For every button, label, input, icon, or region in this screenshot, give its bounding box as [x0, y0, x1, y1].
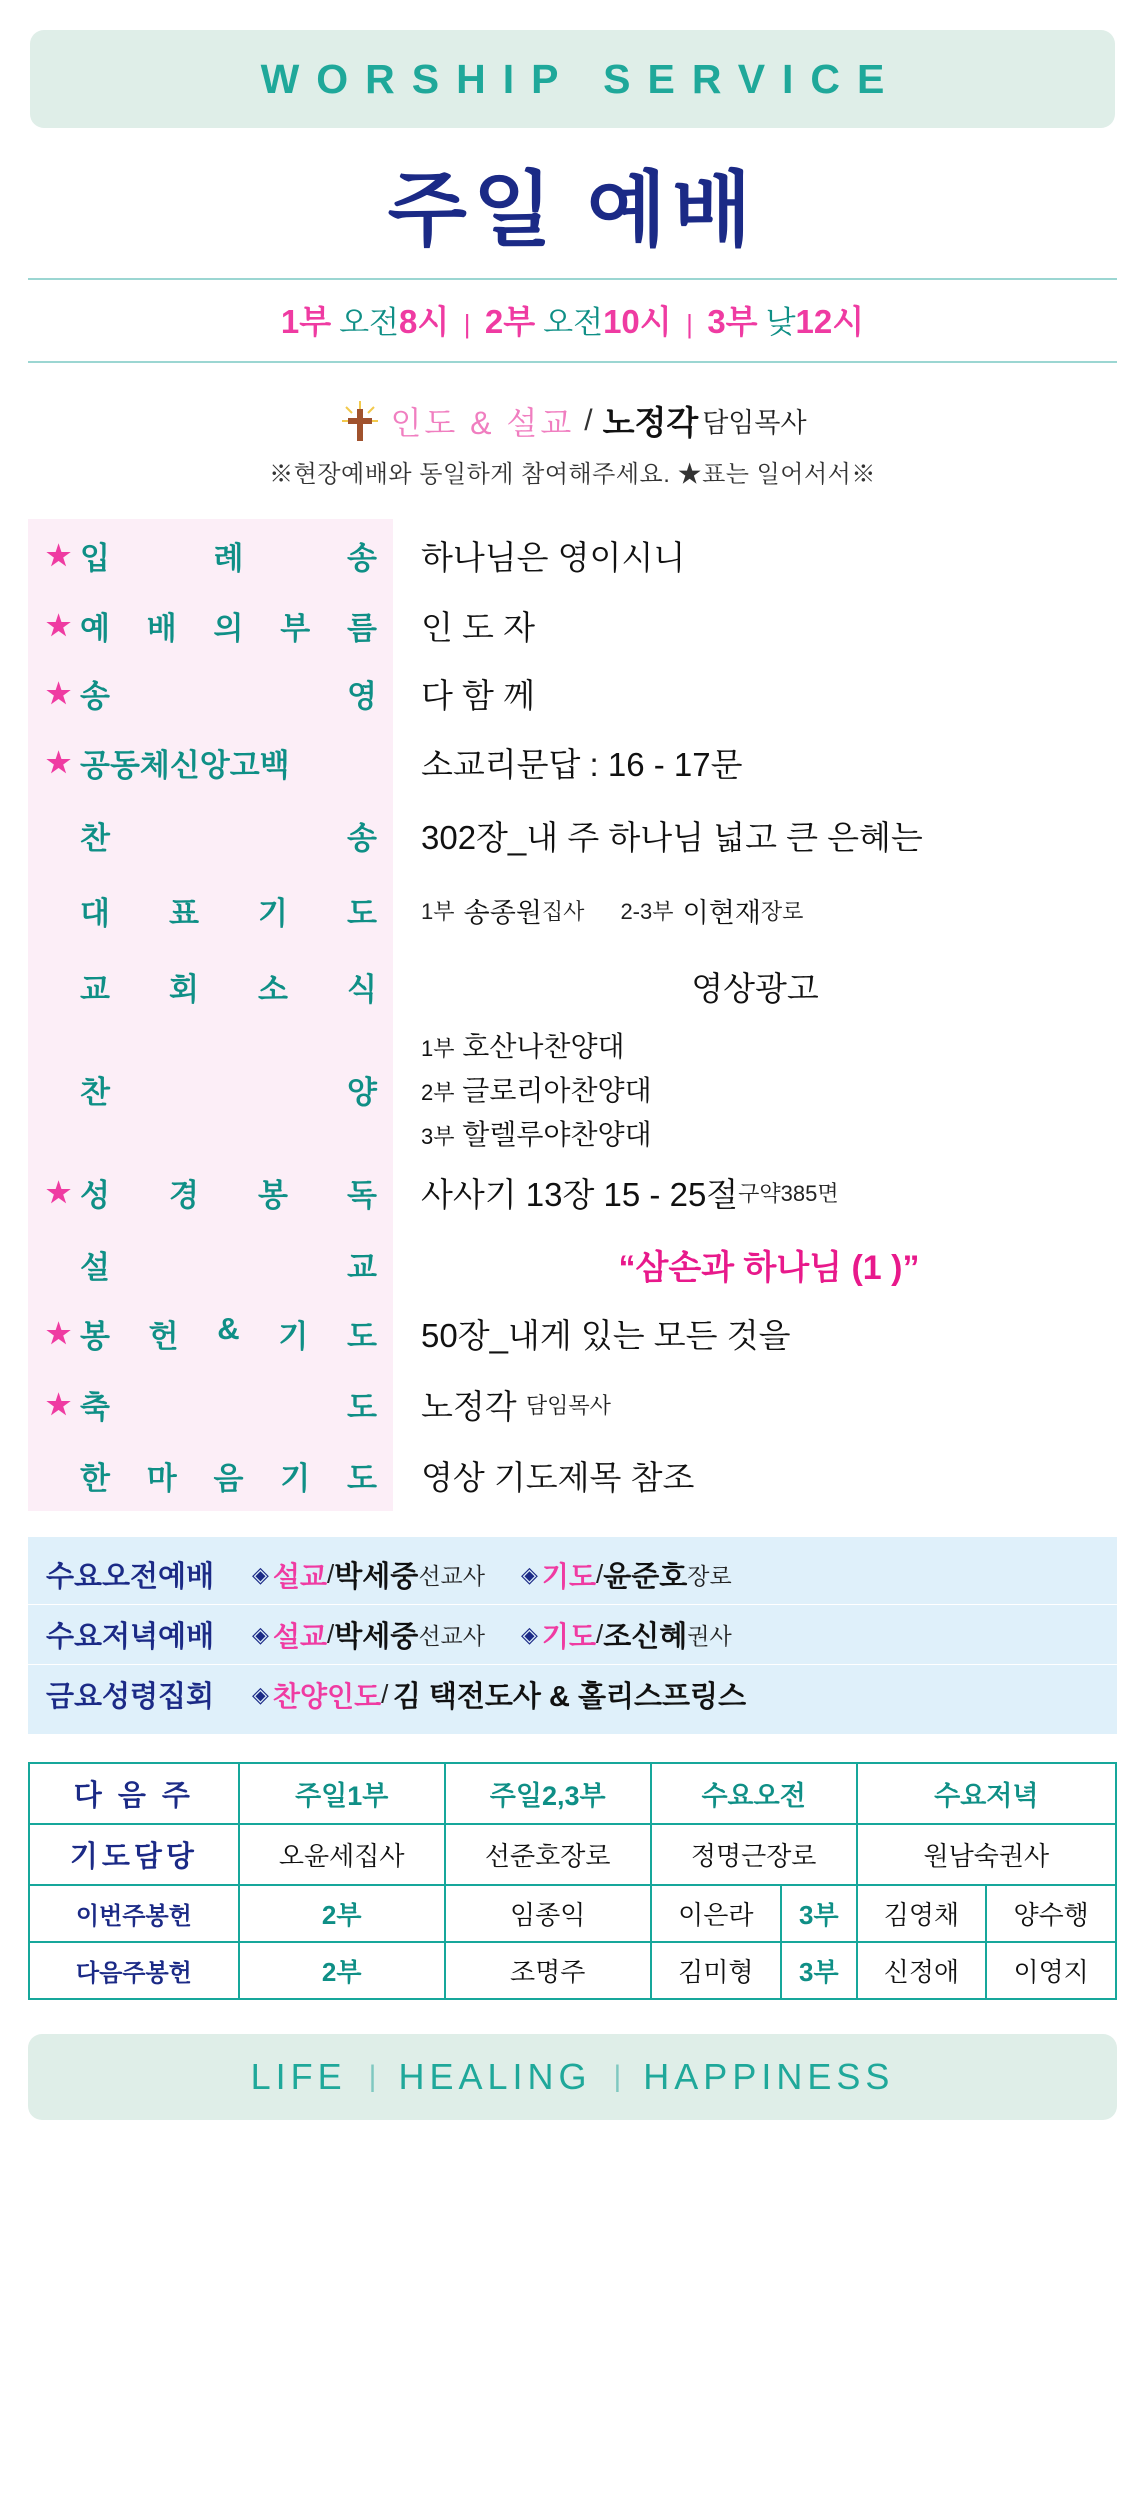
weekday-row-1: 수요저녁예배 ◈ 설교 / 박세중 선교사 ◈ 기도 / 조신혜 권사	[28, 1605, 1117, 1665]
preacher-name: 노정각	[602, 404, 699, 441]
order-label-2: ★ 송 영	[46, 677, 377, 714]
order-value-3: 소교리문답 : 16 - 17문	[421, 745, 743, 783]
order-label-1: ★ 예 배 의 부 름	[46, 609, 377, 646]
order-label-4: 찬 송	[28, 797, 393, 873]
service-time-2-part: 2부	[484, 303, 536, 340]
order-label-3: ★ 공동체신앙고백	[46, 746, 290, 783]
participation-note: ※현장예배와 동일하게 참여해주세요. ★표는 일어서서※	[269, 461, 876, 488]
offering-this-a1: 임종익	[445, 1885, 651, 1942]
row-label-offering-next-week: 다음주봉헌	[29, 1942, 239, 1999]
star-icon-8: ★	[46, 1176, 72, 1208]
footer-item-life: LIFE	[250, 2056, 347, 2097]
prayer-1-role: 집사	[541, 898, 585, 924]
offering-next-a1: 조명주	[445, 1942, 651, 1999]
scripture-page: 구약385면	[738, 1180, 839, 1206]
table-row	[29, 1942, 1116, 1999]
service-time-1-num: 8시	[399, 303, 450, 340]
table-col-3: 수요저녁	[857, 1763, 1116, 1824]
table-row	[29, 1885, 1116, 1942]
offering-this-part-a: 2부	[239, 1885, 445, 1942]
preacher-slash: /	[584, 403, 593, 437]
choir-list	[421, 1025, 652, 1153]
star-placeholder-12	[46, 1459, 80, 1492]
scripture-text: 사사기 13장 15 - 25절	[421, 1175, 739, 1213]
weekday-name-1: 수요저녁예배	[46, 1621, 215, 1653]
worship-bulletin-page	[0, 30, 1145, 2510]
prayer-2-part: 2-3부	[620, 898, 674, 924]
choir-line-1: 1부 호산나찬양대	[421, 1031, 625, 1062]
star-placeholder-9	[46, 1248, 80, 1281]
service-time-3-part: 3부	[707, 303, 758, 340]
order-value-5	[393, 873, 1117, 947]
offering-next-b2: 이영지	[986, 1942, 1116, 1999]
service-time-3	[707, 303, 865, 340]
choir-line-2: 2부 글로리아찬양대	[421, 1075, 652, 1106]
footer-separator-2: |	[613, 2060, 622, 2093]
order-value-0: 하나님은 영이시니	[421, 538, 686, 576]
cell-prayer-2: 정명근장로	[651, 1824, 857, 1885]
order-label-5: 대 표 기 도	[28, 873, 393, 947]
order-value-6: 영상광고	[691, 969, 819, 1007]
star-placeholder-7	[46, 1073, 80, 1106]
cell-prayer-0: 오윤세집사	[239, 1824, 445, 1885]
service-time-1	[280, 303, 454, 340]
table-row	[29, 1824, 1116, 1885]
order-label-9: 설 교	[28, 1231, 393, 1297]
star-placeholder-6	[46, 970, 80, 1003]
offering-this-a2: 이은라	[651, 1885, 781, 1942]
service-time-3-label: 낮	[765, 305, 796, 340]
banner-title: WORSHIP SERVICE	[260, 55, 902, 102]
service-time-1-label: 오전	[339, 305, 400, 340]
table-col-0: 주일1부	[239, 1763, 445, 1824]
page-title: 주일 예배	[387, 165, 758, 256]
star-icon-1: ★	[46, 609, 72, 641]
table-header-row	[29, 1763, 1116, 1824]
order-label-12: 한 마 음 기 도	[28, 1439, 393, 1511]
service-time-1-part: 1부	[280, 303, 332, 340]
weekday-row-0: 수요오전예배 ◈ 설교 / 박세중 선교사 ◈ 기도 / 윤준호 장로	[28, 1545, 1117, 1605]
order-value-4: 302장_내 주 하나님 넓고 큰 은혜는	[421, 818, 923, 856]
offering-next-b1: 신정애	[857, 1942, 987, 1999]
diamond-icon-2a: ◈	[252, 1681, 269, 1707]
preacher-label: 인도 & 설교	[390, 404, 575, 441]
offering-this-b2: 양수행	[986, 1885, 1116, 1942]
order-value-10: 50장_내게 있는 모든 것을	[421, 1316, 791, 1354]
order-label-8: ★ 성 경 봉 독	[46, 1176, 377, 1213]
order-of-worship	[28, 519, 1117, 1511]
cross-icon	[338, 399, 382, 443]
offering-next-a2: 김미형	[651, 1942, 781, 1999]
offering-next-part-b: 3부	[781, 1942, 857, 1999]
diamond-icon-1a: ◈	[252, 1621, 269, 1647]
table-col-1: 주일2,3부	[445, 1763, 651, 1824]
service-time-2-num: 10시	[603, 303, 672, 340]
diamond-icon-1b: ◈	[520, 1621, 538, 1647]
footer-banner	[28, 2034, 1117, 2120]
weekday-services	[28, 1537, 1117, 1734]
row-label-offering-this-week: 이번주봉헌	[29, 1885, 239, 1942]
duty-table	[28, 1762, 1117, 2000]
order-label-6: 교 회 소 식	[28, 947, 393, 1025]
sermon-title: “삼손과 하나님 (1 )”	[618, 1248, 920, 1287]
star-icon-10: ★	[46, 1317, 72, 1349]
offering-this-part-b: 3부	[781, 1885, 857, 1942]
order-labels-column	[28, 519, 393, 1511]
star-icon-0: ★	[46, 539, 72, 571]
worship-service-banner	[30, 30, 1115, 128]
star-placeholder-4	[46, 819, 80, 852]
service-times	[28, 278, 1117, 363]
choir-line-3: 3부 할렐루야찬양대	[421, 1119, 652, 1150]
benediction-name: 노정각	[421, 1387, 517, 1425]
table-col-2: 수요오전	[651, 1763, 857, 1824]
service-time-3-num: 12시	[795, 303, 865, 340]
order-value-12: 영상 기도제목 참조	[421, 1458, 695, 1496]
weekday-name-2: 금요성령집회	[46, 1681, 215, 1713]
prayer-2-role: 장로	[760, 898, 804, 924]
service-time-2	[484, 303, 676, 340]
star-placeholder-5	[46, 894, 80, 927]
order-value-8	[393, 1153, 1117, 1231]
footer-item-happiness: HAPPINESS	[643, 2056, 895, 2097]
prayer-1-part: 1부	[421, 898, 455, 924]
benediction-role: 담임목사	[525, 1392, 611, 1418]
preacher-role: 담임목사	[702, 408, 807, 438]
order-label-10: ★ 봉 헌 & 기 도	[46, 1310, 377, 1354]
prayer-2-name: 이현재	[682, 897, 761, 928]
footer-separator-1: |	[368, 2060, 377, 2093]
order-values-column	[393, 519, 1117, 1511]
weekday-row-2: 금요성령집회 ◈ 찬양인도 / 김 택전도사 & 홀리스프링스	[28, 1665, 1117, 1724]
order-label-7: 찬 양	[28, 1025, 393, 1153]
time-separator-2: |	[686, 309, 693, 339]
order-value-7	[393, 1025, 1117, 1153]
preacher-row	[0, 397, 1145, 444]
order-value-11	[393, 1369, 1117, 1439]
order-label-0: ★ 입 례 송	[46, 539, 377, 576]
order-value-9	[393, 1231, 1117, 1297]
cell-prayer-1: 선준호장로	[445, 1824, 651, 1885]
time-separator-1: |	[463, 309, 471, 339]
weekday-name-0: 수요오전예배	[46, 1561, 215, 1593]
offering-next-part-a: 2부	[239, 1942, 445, 1999]
diamond-icon-0a: ◈	[252, 1561, 269, 1587]
table-corner-label: 다 음 주	[29, 1763, 239, 1824]
footer-item-healing: HEALING	[398, 2056, 592, 2097]
offering-this-b1: 김영채	[857, 1885, 987, 1942]
prayer-1-name: 송종원	[463, 897, 542, 928]
star-icon-3: ★	[46, 746, 72, 778]
cell-prayer-3: 원남숙권사	[857, 1824, 1116, 1885]
order-value-1: 인 도 자	[421, 608, 535, 646]
order-value-2: 다 함 께	[421, 676, 535, 714]
star-icon-2: ★	[46, 677, 72, 709]
diamond-icon-0b: ◈	[520, 1561, 538, 1587]
row-label-prayer: 기도담당	[29, 1824, 239, 1885]
order-label-11: ★ 축 도	[46, 1388, 377, 1425]
star-icon-11: ★	[46, 1388, 72, 1420]
service-time-2-label: 오전	[543, 305, 604, 340]
